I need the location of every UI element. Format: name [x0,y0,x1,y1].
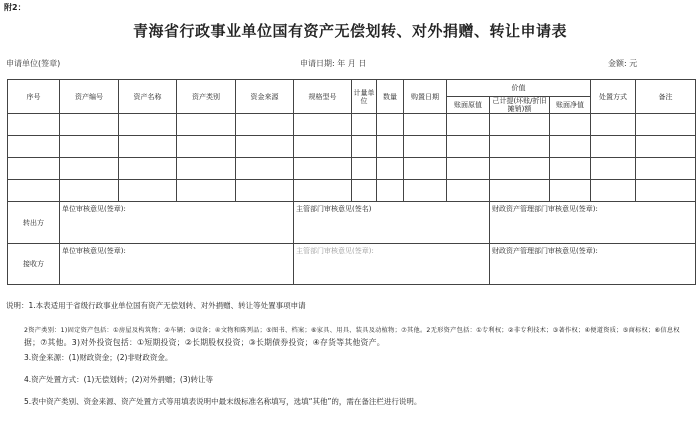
receiver-row [8,244,696,285]
receiver-label: 接收方 [8,244,60,285]
header-asset-name: 资产名称 [119,80,177,114]
page-title: 青海省行政事业单位国有资产无偿划转、对外捐赠、转让申请表 [132,22,567,40]
header-fund-source: 资金来源 [236,80,294,114]
note-2b: 据；⑦其他。3)对外投资包括：①短期投资；②长期股权投资；③长期债券投资；④存货等其他资产。 [24,338,385,347]
table-row [8,158,696,180]
transferor-row [8,202,696,244]
transferor-label: 转出方 [8,202,60,244]
header-spec-model: 规格型号 [294,80,352,114]
note-4: 4.资产处置方式：(1)无偿划转；(2)对外捐赠；(3)转让等 [24,375,214,384]
note-1: 说明：1.本表适用于省级行政事业单位国有资产无偿划转、对外捐赠、转让等处置事项申请 [6,301,306,310]
header-purchase-date: 购置日期 [404,80,447,114]
transferor-dept-opinion[interactable]: 主管部门审核意见(签名) [294,202,490,244]
attachment-label: 附2： [4,3,26,12]
header-unit: 计量单位 [352,80,377,114]
header-asset-no: 资产编号 [60,80,119,114]
header-asset-type: 资产类别 [177,80,236,114]
note-3: 3.资金来源：(1)财政资金；(2)非财政资金。 [24,353,173,362]
header-remark: 备注 [636,80,696,114]
header-book-value: 账面原值 [447,97,490,114]
receiver-dept-opinion[interactable]: 主管部门审核意见(签章): [294,244,490,285]
amount-label: 金额: 元 [608,59,638,68]
header-seq: 序号 [8,80,60,114]
transferor-finance-opinion[interactable]: 财政资产管理部门审核意见(签章): [490,202,696,244]
apply-date-label: 申请日期: 年 月 日 [300,59,367,68]
header-depreciation: 己计提(坏账/折旧摊销)额 [490,97,550,114]
table-row [8,136,696,158]
note-2a: 2资产类别：1)固定资产包括：①房屋及构筑物；②车辆；③设备；④文物和陈列品；⑤图书、档案；⑥家具、用具、装具及动植物；⑦其他。2无形资产包括：①专利权；②非专利技术；③著作权；④便道资质；⑤商标权；⑥信息权 [24,327,680,334]
table-row [8,114,696,136]
header-value: 价值 [447,80,591,97]
header-disposal: 处置方式 [591,80,636,114]
receiver-unit-opinion[interactable]: 单位审核意见(签章): [60,244,294,285]
receiver-finance-opinion[interactable]: 财政资产管理部门审核意见(签章): [490,244,696,285]
header-net-value: 账面净值 [550,97,591,114]
note-5: 5.表中资产类别、资金来源、资产处置方式等用填表说明中最末级标准名称填写，选填“其他”的，需在备注栏进行说明。 [24,397,422,406]
transferor-unit-opinion[interactable]: 单位审核意见(签章): [60,202,294,244]
table-row [8,180,696,202]
application-form-table [7,79,696,285]
applicant-unit-label: 申请单位(签章) [6,59,61,68]
header-qty: 数量 [377,80,404,114]
